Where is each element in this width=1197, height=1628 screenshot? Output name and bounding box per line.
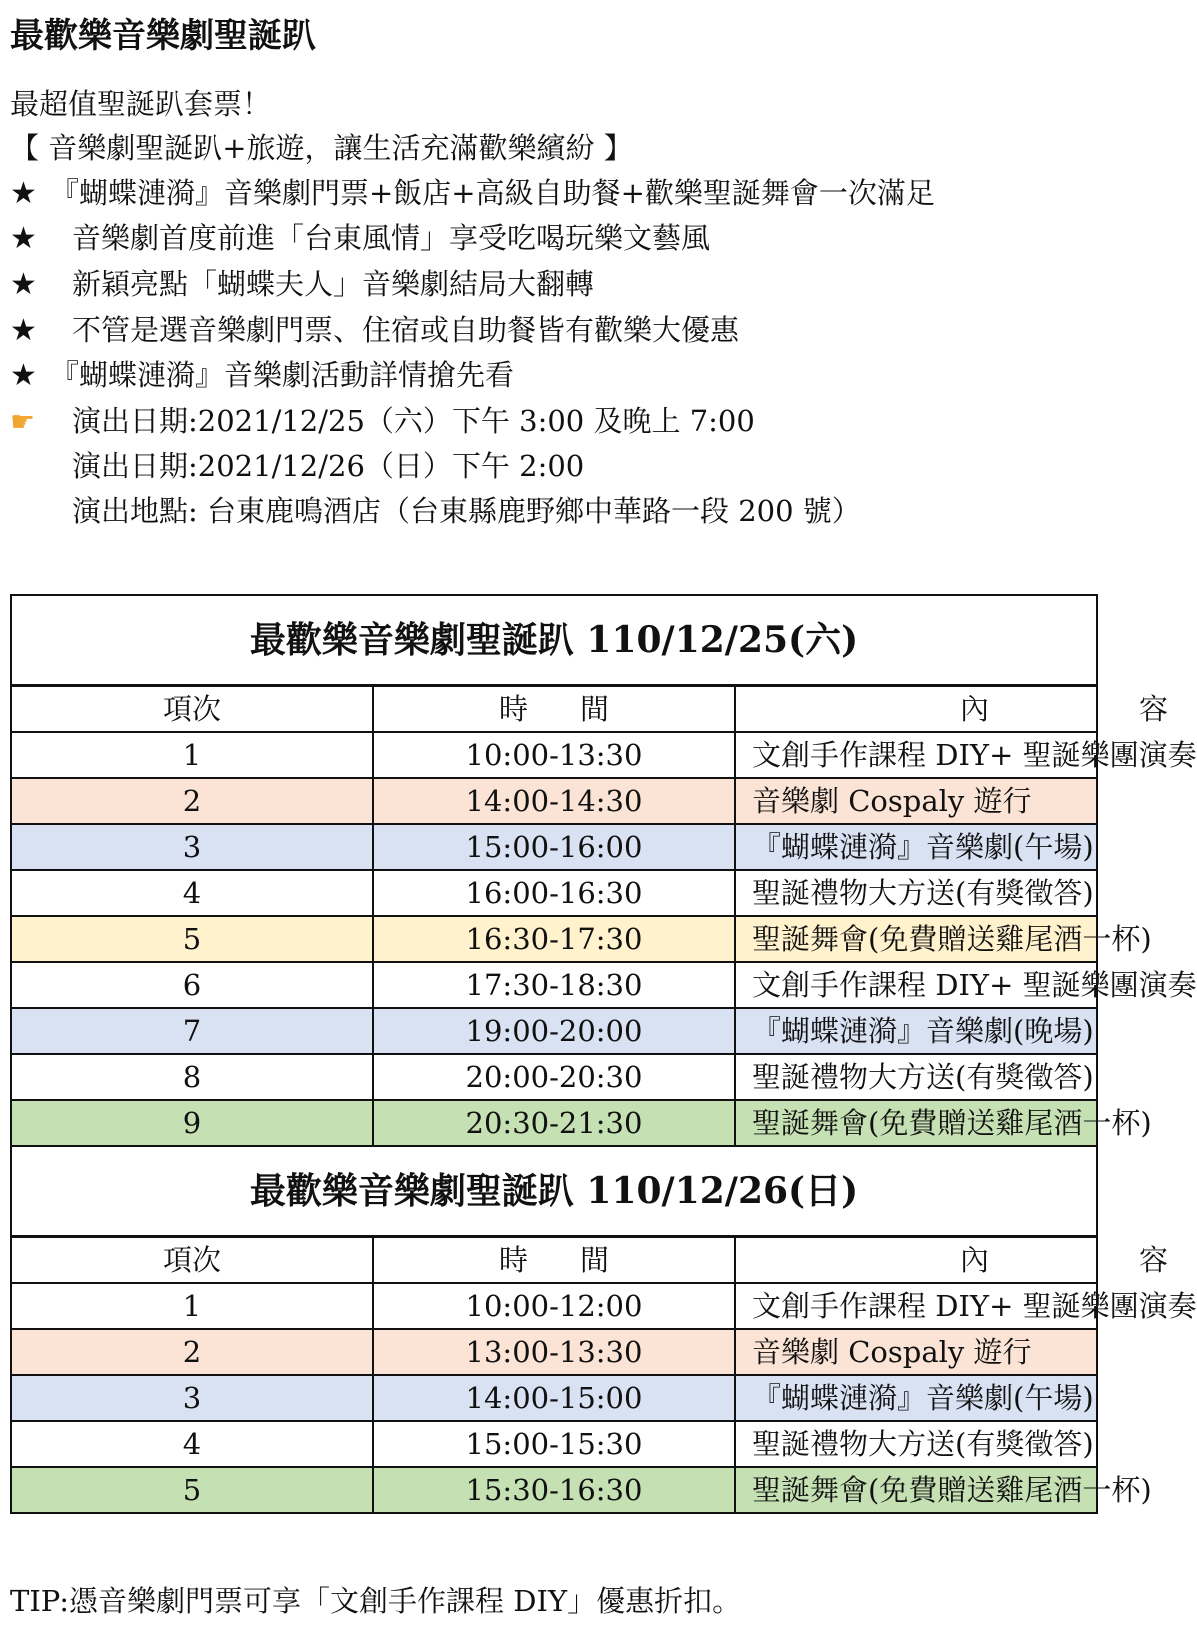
row-time: 10:00-12:00 bbox=[373, 1283, 735, 1329]
bullet-text: 『蝴蝶漣漪』音樂劇活動詳情搶先看 bbox=[50, 358, 515, 392]
row-time: 15:00-16:00 bbox=[373, 824, 735, 870]
table-row bbox=[11, 1329, 1097, 1375]
row-time: 19:00-20:00 bbox=[373, 1008, 735, 1054]
bullet-item bbox=[10, 171, 935, 215]
header-time bbox=[373, 1237, 735, 1284]
table-header-row bbox=[11, 686, 1097, 733]
header-no: 項次 bbox=[11, 1237, 373, 1284]
row-number: 3 bbox=[11, 1375, 373, 1421]
row-time: 15:30-16:30 bbox=[373, 1467, 735, 1513]
row-time: 20:30-21:30 bbox=[373, 1100, 735, 1146]
bullet-item bbox=[10, 216, 711, 260]
row-number: 4 bbox=[11, 1421, 373, 1467]
schedule-title-row bbox=[11, 595, 1097, 686]
detail-item bbox=[10, 399, 755, 443]
schedule-title: 最歡樂音樂劇聖誕趴 110/12/26(日) bbox=[11, 1146, 1097, 1237]
header-time-b: 間 bbox=[580, 1243, 610, 1277]
row-number: 1 bbox=[11, 1283, 373, 1329]
page-title: 最歡樂音樂劇聖誕趴 bbox=[10, 16, 316, 56]
row-number: 7 bbox=[11, 1008, 373, 1054]
table-row bbox=[11, 1283, 1097, 1329]
header-time-a: 時 bbox=[498, 692, 528, 726]
row-time: 14:00-14:30 bbox=[373, 778, 735, 824]
header-content bbox=[735, 686, 1169, 733]
row-content: 『蝴蝶漣漪』音樂劇(午場) bbox=[735, 824, 1097, 870]
row-number: 5 bbox=[11, 1467, 373, 1513]
schedule-table bbox=[10, 594, 1197, 1514]
bullet-item bbox=[10, 262, 595, 306]
bullet-item bbox=[10, 353, 514, 397]
row-content: 文創手作課程 DIY+ 聖誕樂團演奏 bbox=[735, 962, 1097, 1008]
row-content: 文創手作課程 DIY+ 聖誕樂團演奏 bbox=[735, 1283, 1097, 1329]
star-icon: ★ bbox=[10, 176, 37, 211]
row-time: 17:30-18:30 bbox=[373, 962, 735, 1008]
table-row bbox=[11, 962, 1097, 1008]
header-time-b: 間 bbox=[580, 692, 610, 726]
row-time: 16:30-17:30 bbox=[373, 916, 735, 962]
row-number: 3 bbox=[11, 824, 373, 870]
table-row bbox=[11, 1054, 1097, 1100]
table-row bbox=[11, 1467, 1097, 1513]
row-number: 2 bbox=[11, 1329, 373, 1375]
bullet-item bbox=[10, 308, 740, 352]
tip-note: TIP:憑音樂劇門票可享「文創手作課程 DIY」優惠折扣。 bbox=[10, 1584, 742, 1618]
detail-text: 演出日期:2021/12/25（六）下午 3:00 及晚上 7:00 bbox=[72, 404, 755, 438]
bullet-text: 『蝴蝶漣漪』音樂劇門票+飯店+高級自助餐+歡樂聖誕舞會一次滿足 bbox=[50, 176, 935, 210]
row-number: 1 bbox=[11, 732, 373, 778]
table-row bbox=[11, 870, 1097, 916]
row-content: 聖誕禮物大方送(有獎徵答) bbox=[735, 1421, 1097, 1467]
row-content: 音樂劇 Cospaly 遊行 bbox=[735, 778, 1097, 824]
row-content: 文創手作課程 DIY+ 聖誕樂團演奏 bbox=[735, 732, 1097, 778]
table-row bbox=[11, 1100, 1097, 1146]
row-time: 15:00-15:30 bbox=[373, 1421, 735, 1467]
schedule-title: 最歡樂音樂劇聖誕趴 110/12/25(六) bbox=[11, 595, 1097, 686]
table-row bbox=[11, 732, 1097, 778]
table-row bbox=[11, 916, 1097, 962]
bullet-text: 新穎亮點「蝴蝶夫人」音樂劇結局大翻轉 bbox=[72, 267, 595, 301]
table-header-row bbox=[11, 1237, 1097, 1284]
row-time: 13:00-13:30 bbox=[373, 1329, 735, 1375]
table-row bbox=[11, 1008, 1097, 1054]
row-number: 5 bbox=[11, 916, 373, 962]
header-content-b: 容 bbox=[1139, 692, 1169, 726]
row-number: 8 bbox=[11, 1054, 373, 1100]
row-content: 聖誕舞會(免費贈送雞尾酒一杯) bbox=[735, 1100, 1097, 1146]
row-content: 聖誕舞會(免費贈送雞尾酒一杯) bbox=[735, 916, 1097, 962]
row-number: 9 bbox=[11, 1100, 373, 1146]
schedule-title-row bbox=[11, 1146, 1097, 1237]
row-content: 『蝴蝶漣漪』音樂劇(午場) bbox=[735, 1375, 1097, 1421]
star-icon: ★ bbox=[10, 221, 37, 256]
intro-line: 【 音樂劇聖誕趴+旅遊，讓生活充滿歡樂繽紛 】 bbox=[10, 131, 633, 165]
table-row bbox=[11, 1375, 1097, 1421]
row-content: 聖誕禮物大方送(有獎徵答) bbox=[735, 870, 1097, 916]
header-no: 項次 bbox=[11, 686, 373, 733]
star-icon: ★ bbox=[10, 267, 37, 302]
row-time: 10:00-13:30 bbox=[373, 732, 735, 778]
row-number: 2 bbox=[11, 778, 373, 824]
intro-line: 最超值聖誕趴套票！ bbox=[10, 87, 272, 121]
header-content bbox=[735, 1237, 1169, 1284]
star-icon: ★ bbox=[10, 313, 37, 348]
header-content-a: 內 bbox=[960, 1243, 990, 1277]
row-content: 音樂劇 Cospaly 遊行 bbox=[735, 1329, 1097, 1375]
star-icon: ★ bbox=[10, 358, 37, 393]
row-content: 『蝴蝶漣漪』音樂劇(晚場) bbox=[735, 1008, 1097, 1054]
row-number: 4 bbox=[11, 870, 373, 916]
table-row bbox=[11, 1421, 1097, 1467]
detail-text: 演出日期:2021/12/26（日）下午 2:00 bbox=[72, 449, 585, 483]
header-content-b: 容 bbox=[1139, 1243, 1169, 1277]
header-time bbox=[373, 686, 735, 733]
row-time: 20:00-20:30 bbox=[373, 1054, 735, 1100]
row-time: 14:00-15:00 bbox=[373, 1375, 735, 1421]
detail-text: 演出地點: 台東鹿鳴酒店（台東縣鹿野鄉中華路一段 200 號） bbox=[72, 494, 861, 528]
pointing-hand-icon: ☛ bbox=[10, 405, 36, 438]
header-content-a: 內 bbox=[960, 692, 990, 726]
row-content: 聖誕禮物大方送(有獎徵答) bbox=[735, 1054, 1097, 1100]
row-content: 聖誕舞會(免費贈送雞尾酒一杯) bbox=[735, 1467, 1097, 1513]
header-time-a: 時 bbox=[498, 1243, 528, 1277]
table-row bbox=[11, 824, 1097, 870]
table-row bbox=[11, 778, 1097, 824]
bullet-text: 音樂劇首度前進「台東風情」享受吃喝玩樂文藝風 bbox=[72, 221, 711, 255]
bullet-text: 不管是選音樂劇門票、住宿或自助餐皆有歡樂大優惠 bbox=[72, 313, 740, 347]
row-number: 6 bbox=[11, 962, 373, 1008]
row-time: 16:00-16:30 bbox=[373, 870, 735, 916]
